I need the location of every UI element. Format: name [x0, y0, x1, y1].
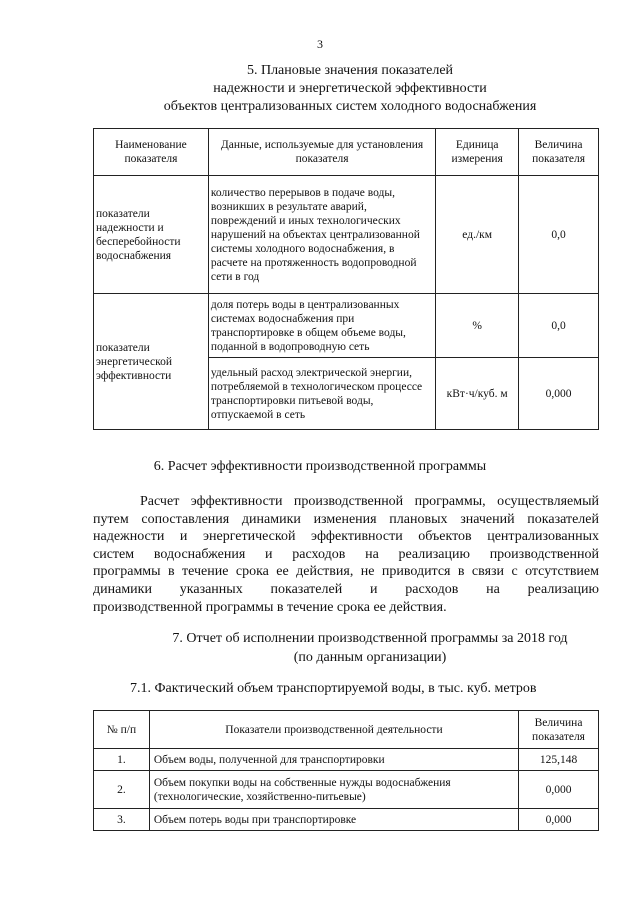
header-unit: Единица измерения	[436, 129, 519, 176]
table-row	[94, 771, 599, 809]
row-number: 3.	[94, 809, 150, 831]
table-header-row	[94, 129, 599, 176]
paragraph-line: систем водоснабжения и расходов на реализацию производственной	[93, 546, 599, 562]
indicator-name: показатели энергетической эффективности	[94, 294, 209, 430]
section5-title-line: объектов централизованных систем холодного водоснабжения	[163, 99, 537, 114]
indicator-unit: кВт·ч/куб. м	[436, 358, 519, 430]
header-value: Величина показателя	[519, 129, 599, 176]
section7-subtitle: 7.1. Фактический объем транспортируемой воды, в тыс. куб. метров	[130, 681, 537, 696]
header-indicator-name: Наименование показателя	[94, 129, 209, 176]
table-row	[94, 749, 599, 771]
section6-title: 6. Расчет эффективности производственной программы	[153, 459, 487, 474]
indicator-value: 0,0	[519, 294, 599, 358]
paragraph-line: путем сопоставления динамики изменения плановых значений показателей	[93, 511, 599, 527]
section5-title-line: 5. Плановые значения показателей	[246, 63, 454, 78]
table-row	[94, 809, 599, 831]
row-number: 1.	[94, 749, 150, 771]
header-data-used: Данные, используемые для установления показателя	[208, 129, 435, 176]
paragraph-line: программы в течение срока ее действия, не приводится в связи с отсутствием	[93, 564, 599, 580]
row-name: Объем покупки воды на собственные нужды водоснабжения (технологические, хозяйственно-питьевые)	[149, 771, 518, 809]
table-header-row	[94, 711, 599, 749]
indicator-data: доля потерь воды в централизованных системах водоснабжения при транспортировке в общем объеме воды, поданной в водопроводную сеть	[208, 294, 435, 358]
paragraph-line: производственной программы в течение срока ее действия.	[93, 599, 447, 615]
section7-title-line: (по данным организации)	[293, 650, 447, 665]
section6-paragraph	[93, 493, 599, 616]
paragraph-line: динамики указанных показателей и расходов на реализацию	[93, 581, 599, 597]
row-value: 0,000	[519, 809, 599, 831]
indicators-table	[93, 128, 599, 430]
section5-title-line: надежности и энергетической эффективности	[213, 81, 487, 96]
header-indicators: Показатели производственной деятельности	[149, 711, 518, 749]
row-value: 125,148	[519, 749, 599, 771]
indicator-data: удельный расход электрической энергии, потребляемой в технологическом процессе транспортировки питьевой воды, отпускаемой в сеть	[208, 358, 435, 430]
table-row	[94, 176, 599, 294]
indicator-name: показатели надежности и бесперебойности водоснабжения	[94, 176, 209, 294]
section5-title	[60, 62, 640, 116]
row-name: Объем потерь воды при транспортировке	[149, 809, 518, 831]
row-name: Объем воды, полученной для транспортировки	[149, 749, 518, 771]
header-value: Величина показателя	[519, 711, 599, 749]
paragraph-line: надежности и энергетической эффективности объектов централизованных	[93, 529, 599, 545]
row-number: 2.	[94, 771, 150, 809]
row-value: 0,000	[519, 771, 599, 809]
section7-title-line: 7. Отчет об исполнении производственной программы за 2018 год	[172, 631, 568, 646]
paragraph-line: Расчет эффективности производственной программы, осуществляемый	[140, 494, 599, 509]
indicator-unit: ед./км	[436, 176, 519, 294]
indicator-value: 0,000	[519, 358, 599, 430]
indicator-value: 0,0	[519, 176, 599, 294]
indicator-unit: %	[436, 294, 519, 358]
water-volume-table	[93, 710, 599, 831]
header-number: № п/п	[94, 711, 150, 749]
section7-title	[145, 629, 595, 667]
indicator-data: количество перерывов в подаче воды, возникших в результате аварий, повреждений и иных технологических нарушений на объектах централизованной системы холодного водоснабжения, в расчете на протяженность водопроводной сети в год	[208, 176, 435, 294]
page-number: 3	[317, 37, 323, 51]
table-row	[94, 294, 599, 358]
